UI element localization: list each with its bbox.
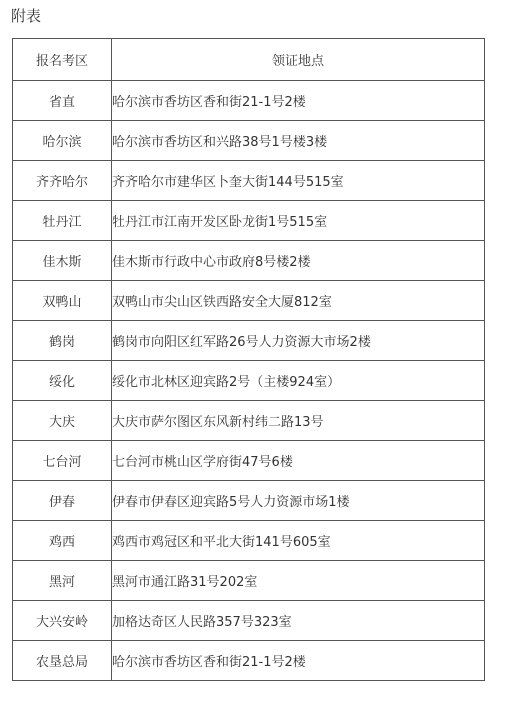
region-cell: 大庆 xyxy=(13,401,112,441)
table-row xyxy=(13,641,485,681)
table-row xyxy=(13,161,485,201)
table-row xyxy=(13,361,485,401)
region-cell: 伊春 xyxy=(13,481,112,521)
table-row xyxy=(13,201,485,241)
address-cell: 鸡西市鸡冠区和平北大街141号605室 xyxy=(112,521,485,561)
region-cell: 鸡西 xyxy=(13,521,112,561)
table-row xyxy=(13,481,485,521)
table-row xyxy=(13,521,485,561)
address-cell: 佳木斯市行政中心市政府8号楼2楼 xyxy=(112,241,485,281)
table-header-row xyxy=(13,39,485,81)
region-cell: 鹤岗 xyxy=(13,321,112,361)
address-cell: 伊春市伊春区迎宾路5号人力资源市场1楼 xyxy=(112,481,485,521)
region-cell: 齐齐哈尔 xyxy=(13,161,112,201)
table-row xyxy=(13,121,485,161)
page-title: 附表 xyxy=(11,7,42,25)
address-cell: 七台河市桃山区学府街47号6楼 xyxy=(112,441,485,481)
region-cell: 农垦总局 xyxy=(13,641,112,681)
address-cell: 哈尔滨市香坊区香和街21-1号2楼 xyxy=(112,641,485,681)
table-row xyxy=(13,281,485,321)
address-cell: 加格达奇区人民路357号323室 xyxy=(112,601,485,641)
address-cell: 齐齐哈尔市建华区卜奎大街144号515室 xyxy=(112,161,485,201)
region-cell: 牡丹江 xyxy=(13,201,112,241)
address-cell: 牡丹江市江南开发区卧龙街1号515室 xyxy=(112,201,485,241)
table-row xyxy=(13,441,485,481)
region-cell: 哈尔滨 xyxy=(13,121,112,161)
header-address: 领证地点 xyxy=(112,39,485,81)
region-cell: 黑河 xyxy=(13,561,112,601)
region-cell: 绥化 xyxy=(13,361,112,401)
address-cell: 哈尔滨市香坊区和兴路38号1号楼3楼 xyxy=(112,121,485,161)
region-cell: 七台河 xyxy=(13,441,112,481)
table-row xyxy=(13,241,485,281)
address-cell: 绥化市北林区迎宾路2号（主楼924室） xyxy=(112,361,485,401)
table-row xyxy=(13,601,485,641)
region-cell: 大兴安岭 xyxy=(13,601,112,641)
header-region: 报名考区 xyxy=(13,39,112,81)
table-row xyxy=(13,401,485,441)
region-cell: 佳木斯 xyxy=(13,241,112,281)
table-row xyxy=(13,321,485,361)
table-row xyxy=(13,81,485,121)
address-cell: 大庆市萨尔图区东风新村纬二路13号 xyxy=(112,401,485,441)
certificate-pickup-table xyxy=(12,38,485,681)
address-cell: 哈尔滨市香坊区香和街21-1号2楼 xyxy=(112,81,485,121)
address-cell: 双鸭山市尖山区铁西路安全大厦812室 xyxy=(112,281,485,321)
region-cell: 双鸭山 xyxy=(13,281,112,321)
address-cell: 鹤岗市向阳区红军路26号人力资源大市场2楼 xyxy=(112,321,485,361)
table-row xyxy=(13,561,485,601)
region-cell: 省直 xyxy=(13,81,112,121)
address-cell: 黑河市通江路31号202室 xyxy=(112,561,485,601)
